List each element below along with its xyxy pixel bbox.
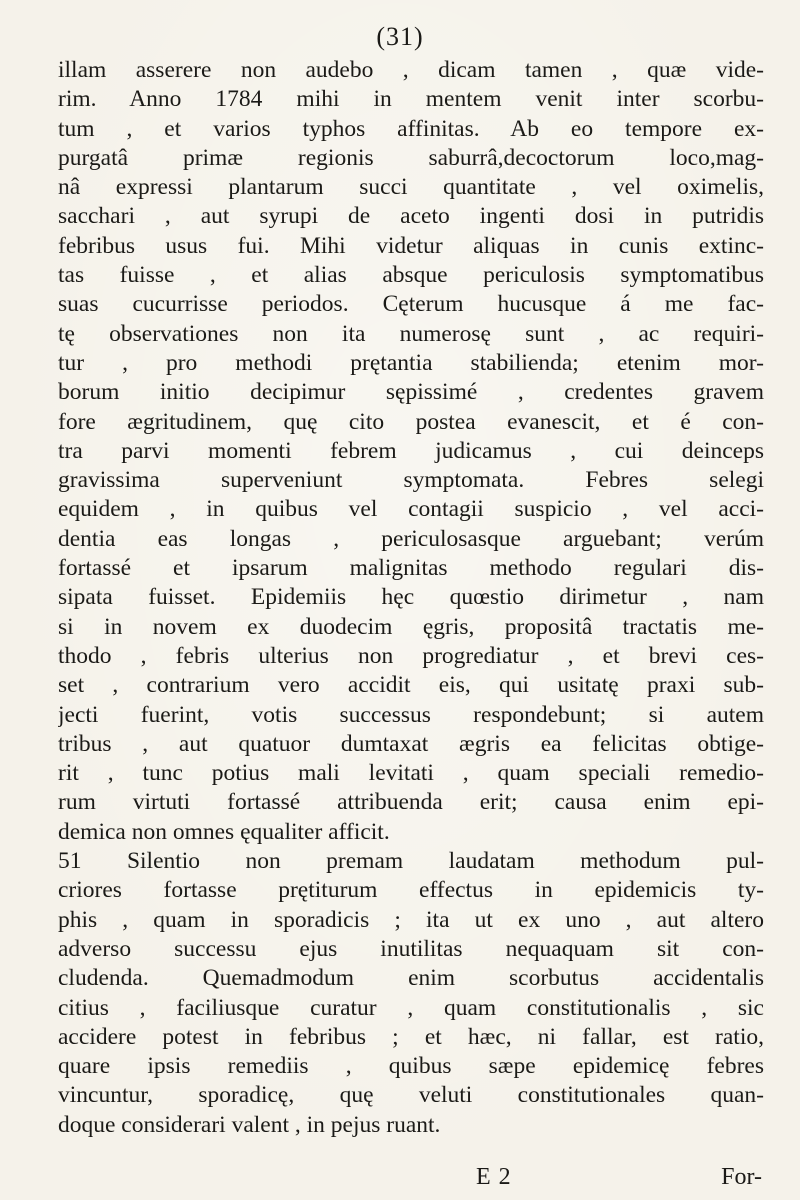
text-line: rum virtuti fortassé attribuenda erit; causa enim epi- <box>58 789 764 816</box>
text-line: adverso successu ejus inutilitas nequaquam sit con- <box>58 935 764 962</box>
text-line: gravissima superveniunt symptomata. Febres selegi <box>58 467 764 494</box>
text-line: febribus usus fui. Mihi videtur aliquas in cunis extinc- <box>58 232 764 259</box>
signature-mark: E 2 <box>476 1164 512 1190</box>
text-line: rim. Anno 1784 mihi in mentem venit inter scorbu- <box>58 86 764 113</box>
catchword: For- <box>721 1164 762 1190</box>
text-line: nâ expressi plantarum succi quantitate , vel oximelis, <box>58 174 764 201</box>
text-line: tribus , aut quatuor dumtaxat ægris ea felicitas obtige- <box>58 730 764 757</box>
text-line: dentia eas longas , periculosasque arguebant; verúm <box>58 525 764 552</box>
text-line: criores fortasse prętiturum effectus in epidemicis ty- <box>58 877 764 904</box>
text-line: quare ipsis remediis , quibus sæpe epidemicę febres <box>58 1053 764 1080</box>
text-line: vincuntur, sporadicę, quę veluti constitutionales quan- <box>58 1082 764 1109</box>
body-text <box>58 56 764 1140</box>
text-line: cludenda. Quemadmodum enim scorbutus accidentalis <box>58 965 764 992</box>
text-line: sacchari , aut syrupi de aceto ingenti dosi in putridis <box>58 203 764 230</box>
text-line: fore ægritudinem, quę cito postea evanescit, et é con- <box>58 408 764 435</box>
text-line: tur , pro methodi prętantia stabilienda; etenim mor- <box>58 349 764 376</box>
text-line: accidere potest in febribus ; et hæc, ni fallar, est ratio, <box>58 1023 764 1050</box>
text-line: borum initio decipimur sępissimé , credentes gravem <box>58 379 764 406</box>
text-line: si in novem ex duodecim ęgris, propositâ tractatis me- <box>58 613 764 640</box>
text-line: doque considerari valent , in pejus ruant. <box>58 1111 441 1138</box>
page-number: (31) <box>376 22 424 51</box>
text-line: fortassé et ipsarum malignitas methodo regulari dis- <box>58 555 764 582</box>
text-line: tum , et varios typhos affinitas. Ab eo tempore ex- <box>58 115 764 142</box>
text-line: rit , tunc potius mali levitati , quam speciali remedio- <box>58 760 764 787</box>
text-line: thodo , febris ulterius non progrediatur , et brevi ces- <box>58 642 764 669</box>
text-line: tas fuisse , et alias absque periculosis symptomatibus <box>58 262 764 289</box>
text-line: suas cucurrisse periodos. Cęterum hucusque á me fac- <box>58 291 764 318</box>
text-line: citius , faciliusque curatur , quam constitutionalis , sic <box>58 994 764 1021</box>
text-line: 51 Silentio non premam laudatam methodum pul- <box>58 848 764 875</box>
text-line: equidem , in quibus vel contagii suspicio , vel acci- <box>58 496 764 523</box>
text-line: jecti fuerint, votis successus respondebunt; si autem <box>58 701 764 728</box>
text-line: tra parvi momenti febrem judicamus , cui deinceps <box>58 437 764 464</box>
text-line: purgatâ primæ regionis saburrâ,decoctorum loco,mag- <box>58 144 764 171</box>
text-line: phis , quam in sporadicis ; ita ut ex uno , aut altero <box>58 906 764 933</box>
page-footer <box>58 1162 764 1192</box>
text-line: demica non omnes ęqualiter afficit. <box>58 818 390 845</box>
text-line: set , contrarium vero accidit eis, qui usitatę praxi sub- <box>58 672 764 699</box>
text-line: sipata fuisset. Epidemiis hęc quœstio dirimetur , nam <box>58 584 764 611</box>
text-line: illam asserere non audebo , dicam tamen , quæ vide- <box>58 57 764 83</box>
text-line: tę observationes non ita numerosę sunt , ac requiri- <box>58 320 764 347</box>
